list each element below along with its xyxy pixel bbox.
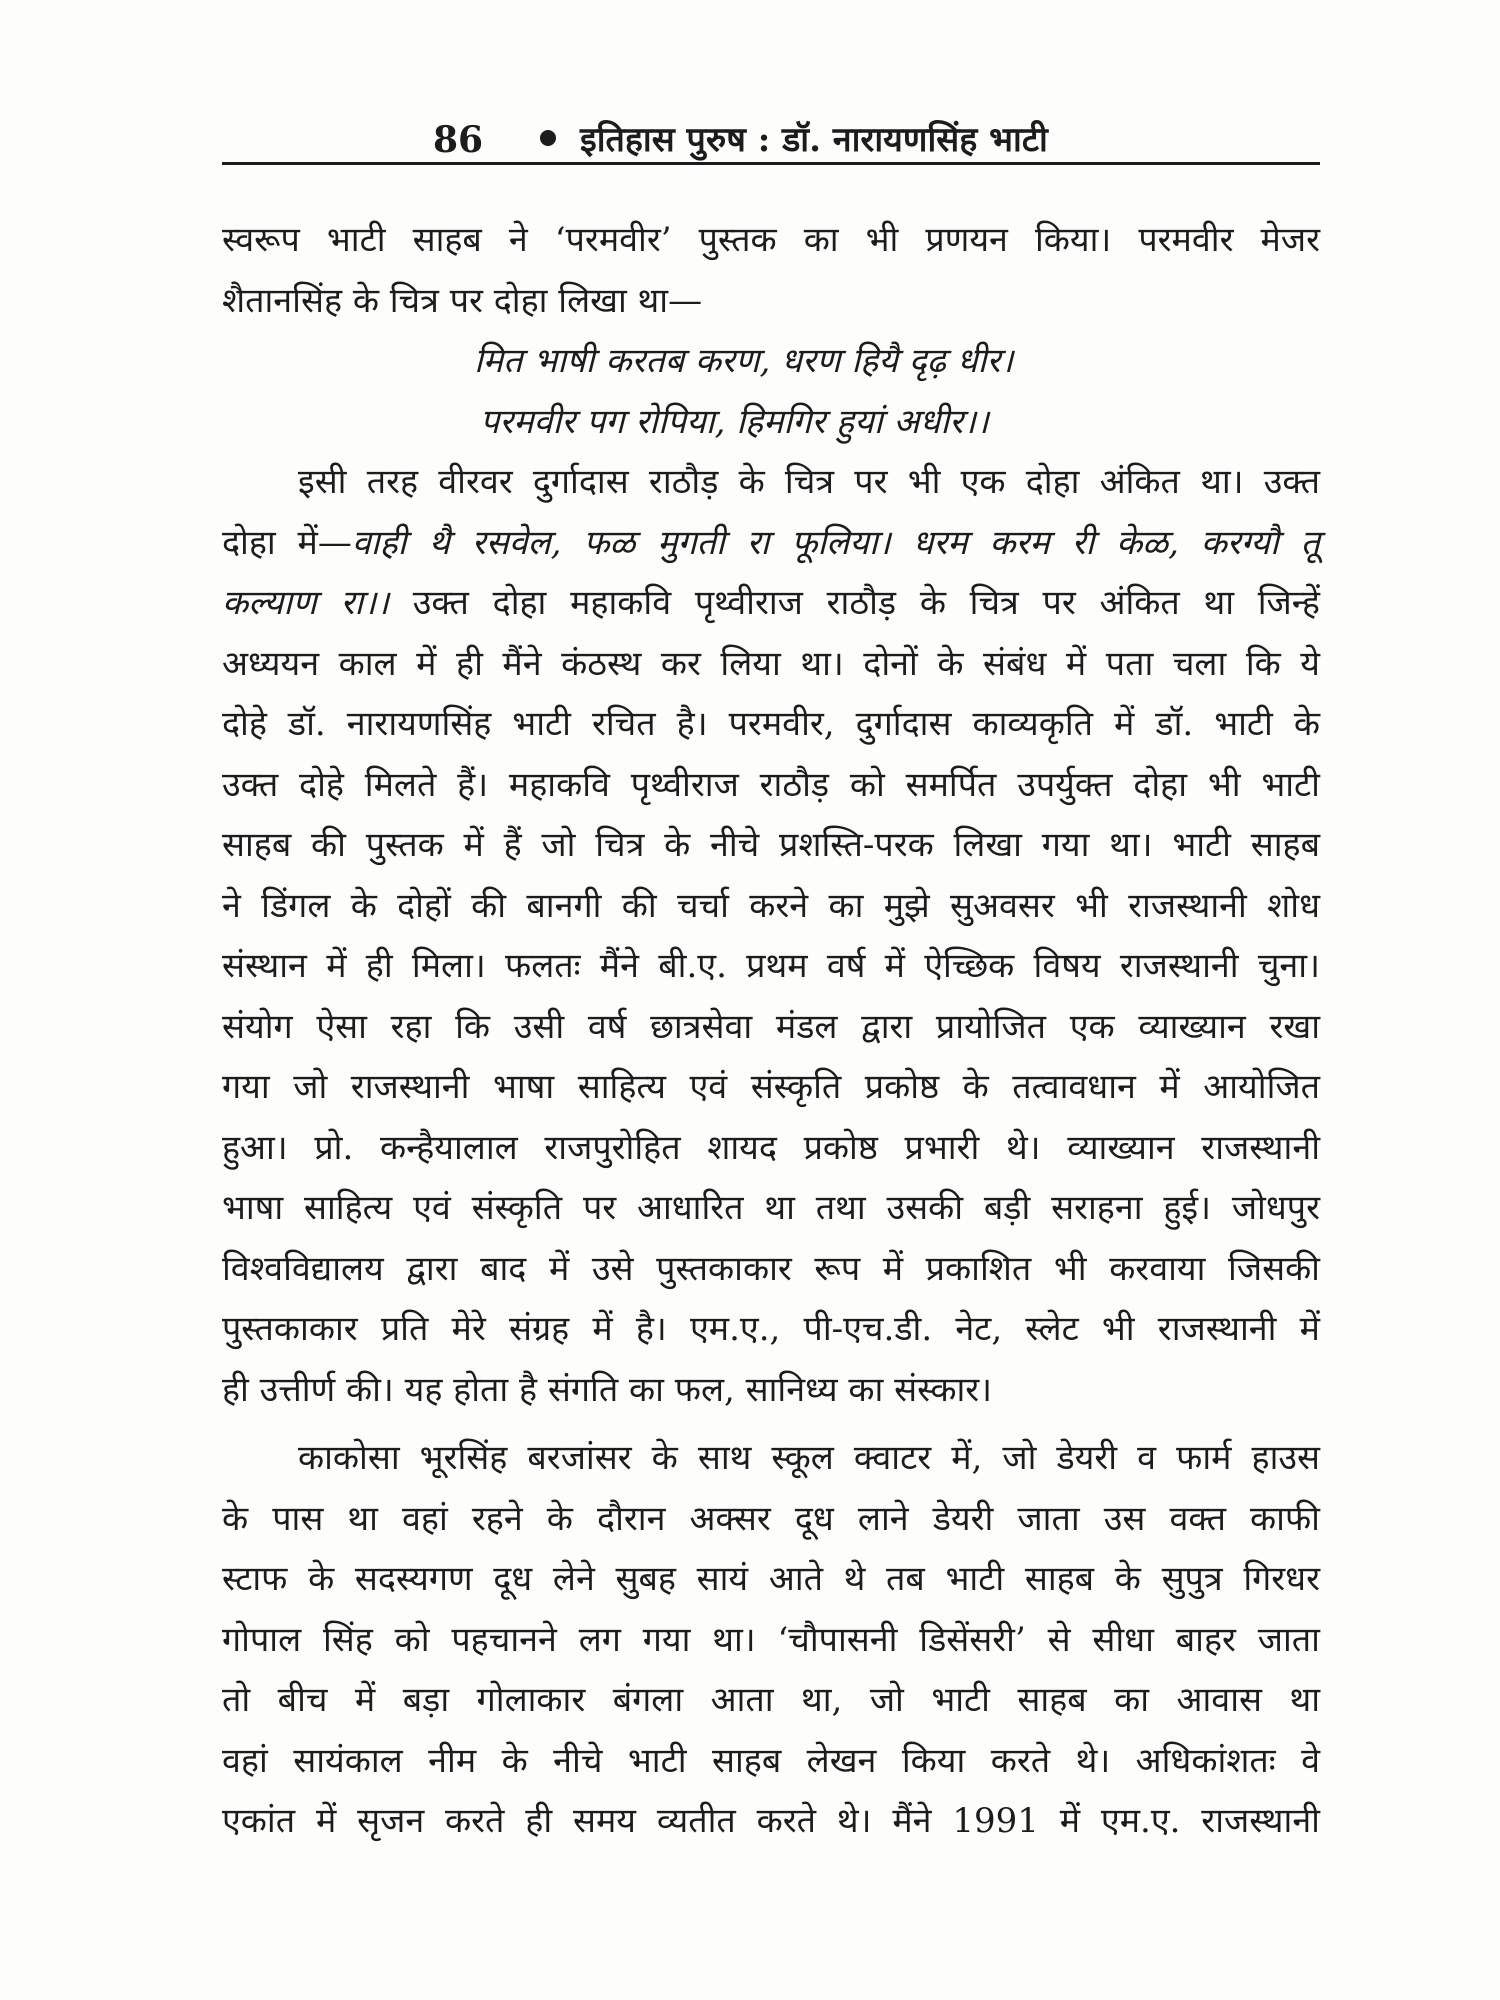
text-line: काकोसा भूरसिंह बरजांसर के साथ स्कूल क्वाटर में, जो डेयरी व फार्म हाउस bbox=[298, 1438, 1320, 1478]
text-line: संस्थान में ही मिला। फलतः मैंने बी.ए. प्रथम वर्ष में ऐच्छिक विषय राजस्थानी चुना। bbox=[222, 946, 1320, 986]
text-line: वहां सायंकाल नीम के नीचे भाटी साहब लेखन किया करते थे। अधिकांशतः वे bbox=[222, 1740, 1320, 1781]
verse-line: परमवीर पग रोपिया, हिमगिर हुयां अधीर।। bbox=[480, 401, 989, 442]
text-line: शैतानसिंह के चित्र पर दोहा लिखा था— bbox=[222, 280, 703, 321]
bullet-icon bbox=[540, 130, 556, 146]
text-line: संयोग ऐसा रहा कि उसी वर्ष छात्रसेवा मंडल द्वारा प्रायोजित एक व्याख्यान रखा bbox=[222, 1006, 1320, 1047]
text-line: गोपाल सिंह को पहचानने लग गया था। ‘चौपासनी डिसेंसरी’ से सीधा बाहर जाता bbox=[222, 1619, 1320, 1660]
quoted-verse: कल्याण रा।। bbox=[222, 583, 389, 623]
text-line: इसी तरह वीरवर दुर्गादास राठौड़ के चित्र पर भी एक दोहा अंकित था। उक्त bbox=[298, 462, 1320, 502]
text-line: साहब की पुस्तक में हैं जो चित्र के नीचे प्रशस्ति-परक लिखा गया था। भाटी साहब bbox=[222, 825, 1320, 865]
text-line: ने डिंगल के दोहों की बानगी की चर्चा करने का मुझे सुअवसर भी राजस्थानी शोध bbox=[222, 885, 1320, 926]
text-line: तो बीच में बड़ा गोलाकार बंगला आता था, जो भाटी साहब का आवास था bbox=[222, 1680, 1320, 1720]
text-line bbox=[222, 513, 1320, 574]
verse-line: मित भाषी करतब करण, धरण हियै दृढ़ धीर। bbox=[474, 341, 1014, 381]
text-line: दोहे डॉ. नारायणसिंह भाटी रचित है। परमवीर, दुर्गादास काव्यकृति में डॉ. भाटी के bbox=[222, 704, 1320, 744]
text-line: स्टाफ के सदस्यगण दूध लेने सुबह सायं आते थे तब भाटी साहब के सुपुत्र गिरधर bbox=[222, 1559, 1320, 1599]
page-header bbox=[0, 112, 1500, 168]
quoted-verse: वाही थै रसवेल, फळ मुगती रा फूलिया। धरम करम री केळ, करग्यौ तू bbox=[351, 522, 1320, 563]
text-line: अध्ययन काल में ही मैंने कंठस्थ कर लिया था। दोनों के संबंध में पता चला कि ये bbox=[222, 643, 1320, 684]
text-line: भाषा साहित्य एवं संस्कृति पर आधारित था तथा उसकी बड़ी सराहना हुई। जोधपुर bbox=[222, 1188, 1320, 1228]
text-line: हुआ। प्रो. कन्हैयालाल राजपुरोहित शायद प्रकोष्ठ प्रभारी थे। व्याख्यान राजस्थानी bbox=[222, 1127, 1320, 1168]
text-line: ही उत्तीर्ण की। यह होता है संगति का फल, सानिध्य का संस्कार। bbox=[222, 1369, 993, 1410]
text-line bbox=[222, 573, 1320, 634]
text-line: के पास था वहां रहने के दौरान अक्सर दूध लाने डेयरी जाता उस वक्त काफी bbox=[222, 1498, 1320, 1539]
text-line: विश्वविद्यालय द्वारा बाद में उसे पुस्तकाकार रूप में प्रकाशित भी करवाया जिसकी bbox=[222, 1248, 1320, 1289]
text-line: स्वरूप भाटी साहब ने ‘परमवीर’ पुस्तक का भी प्रणयन किया। परमवीर मेजर bbox=[222, 220, 1320, 260]
header-rule bbox=[222, 162, 1320, 165]
text-run: दोहा में— bbox=[222, 522, 352, 563]
body-text bbox=[222, 210, 1320, 1852]
running-title: इतिहास पुरुष : डॉ. नारायणसिंह भाटी bbox=[580, 120, 1048, 160]
page-number: 86 bbox=[433, 119, 484, 161]
text-line: पुस्तकाकार प्रति मेरे संग्रह में है। एम.ए., पी-एच.डी. नेट, स्लेट भी राजस्थानी में bbox=[222, 1309, 1320, 1349]
text-line: गया जो राजस्थानी भाषा साहित्य एवं संस्कृति प्रकोष्ठ के तत्वावधान में आयोजित bbox=[222, 1067, 1320, 1107]
text-line: एकांत में सृजन करते ही समय व्यतीत करते थे। मैंने 1991 में एम.ए. राजस्थानी bbox=[222, 1801, 1320, 1841]
text-line: उक्त दोहे मिलते हैं। महाकवि पृथ्वीराज राठौड़ को समर्पित उपर्युक्त दोहा भी भाटी bbox=[222, 764, 1320, 805]
text-run: उक्त दोहा महाकवि पृथ्वीराज राठौड़ के चित्र पर अंकित था जिन्हें bbox=[388, 583, 1320, 623]
